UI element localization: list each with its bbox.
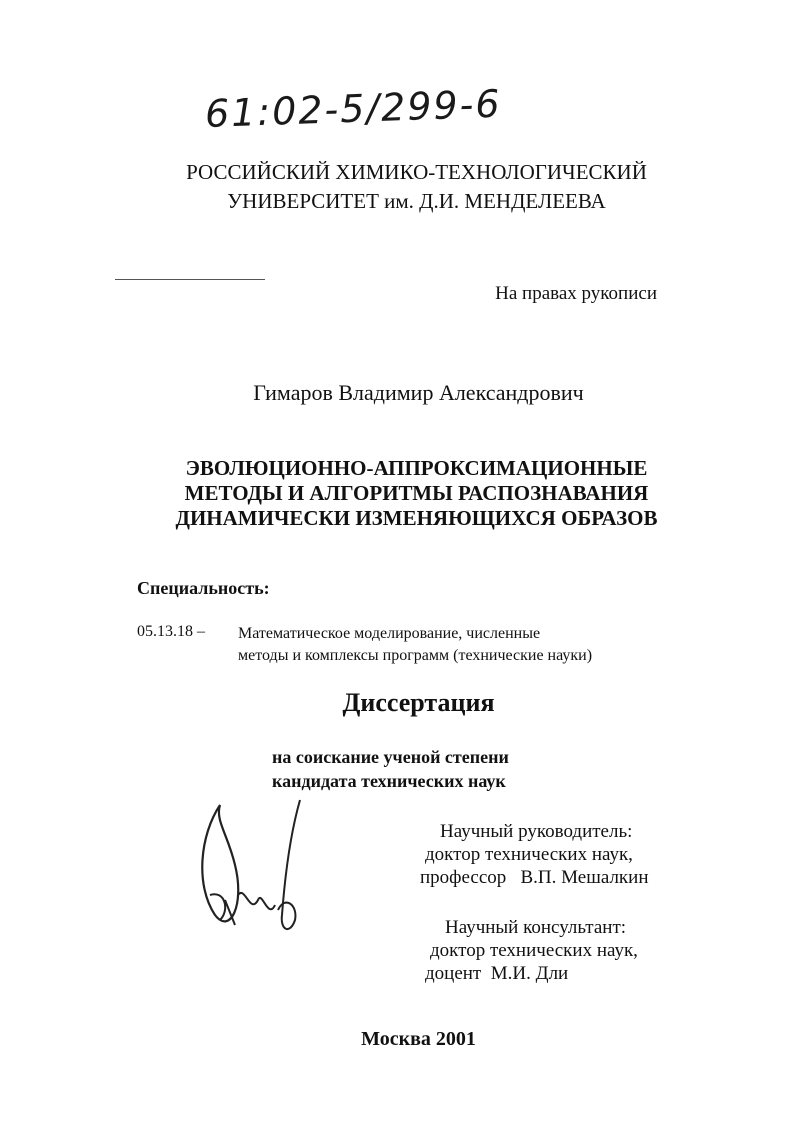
specialty-desc-line-2: методы и комплексы программ (технические науки) (238, 647, 593, 664)
author-name: Гимаров Владимир Александрович (253, 380, 584, 405)
consultant-role: Научный консультант: (445, 917, 627, 938)
divider-rule (115, 279, 265, 280)
degree-line-2: кандидата технических наук (272, 771, 506, 791)
supervisor-role: Научный руководитель: (440, 821, 633, 842)
supervisor-degree: доктор технических наук, (425, 844, 633, 865)
university-name (20, 158, 793, 216)
supervisor-name: профессор В.П. Мешалкин (420, 867, 649, 888)
consultant-name: доцент М.И. Дли (425, 963, 569, 984)
specialty-description (238, 623, 592, 667)
supervisor-block (420, 820, 649, 889)
city-year: Москва 2001 (361, 1028, 476, 1050)
consultant-degree: доктор технических наук, (430, 940, 638, 961)
dissertation-title (20, 456, 793, 531)
signature-image (190, 795, 320, 945)
title-line-3: ДИНАМИЧЕСКИ ИЗМЕНЯЮЩИХСЯ ОБРАЗОВ (175, 506, 658, 530)
specialty-desc-line-1: Математическое моделирование, численные (238, 625, 541, 642)
specialty-code: 05.13.18 – (137, 623, 205, 640)
title-line-1: ЭВОЛЮЦИОННО-АППРОКСИМАЦИОННЫЕ (185, 456, 648, 480)
title-line-2: МЕТОДЫ И АЛГОРИТМЫ РАСПОЗНАВАНИЯ (184, 481, 649, 505)
degree-line-1: на соискание ученой степени (272, 747, 509, 767)
university-line-1: РОССИЙСКИЙ ХИМИКО-ТЕХНОЛОГИЧЕСКИЙ (186, 160, 647, 184)
consultant-block (425, 916, 638, 985)
specialty-label: Специальность: (137, 578, 270, 598)
document-type: Диссертация (342, 688, 495, 717)
rights-note: На правах рукописи (495, 283, 657, 304)
handwritten-catalog-code: 61:02-5/299-6 (204, 81, 503, 136)
degree-statement (272, 745, 509, 793)
university-line-2: УНИВЕРСИТЕТ им. Д.И. МЕНДЕЛЕЕВА (227, 189, 606, 213)
